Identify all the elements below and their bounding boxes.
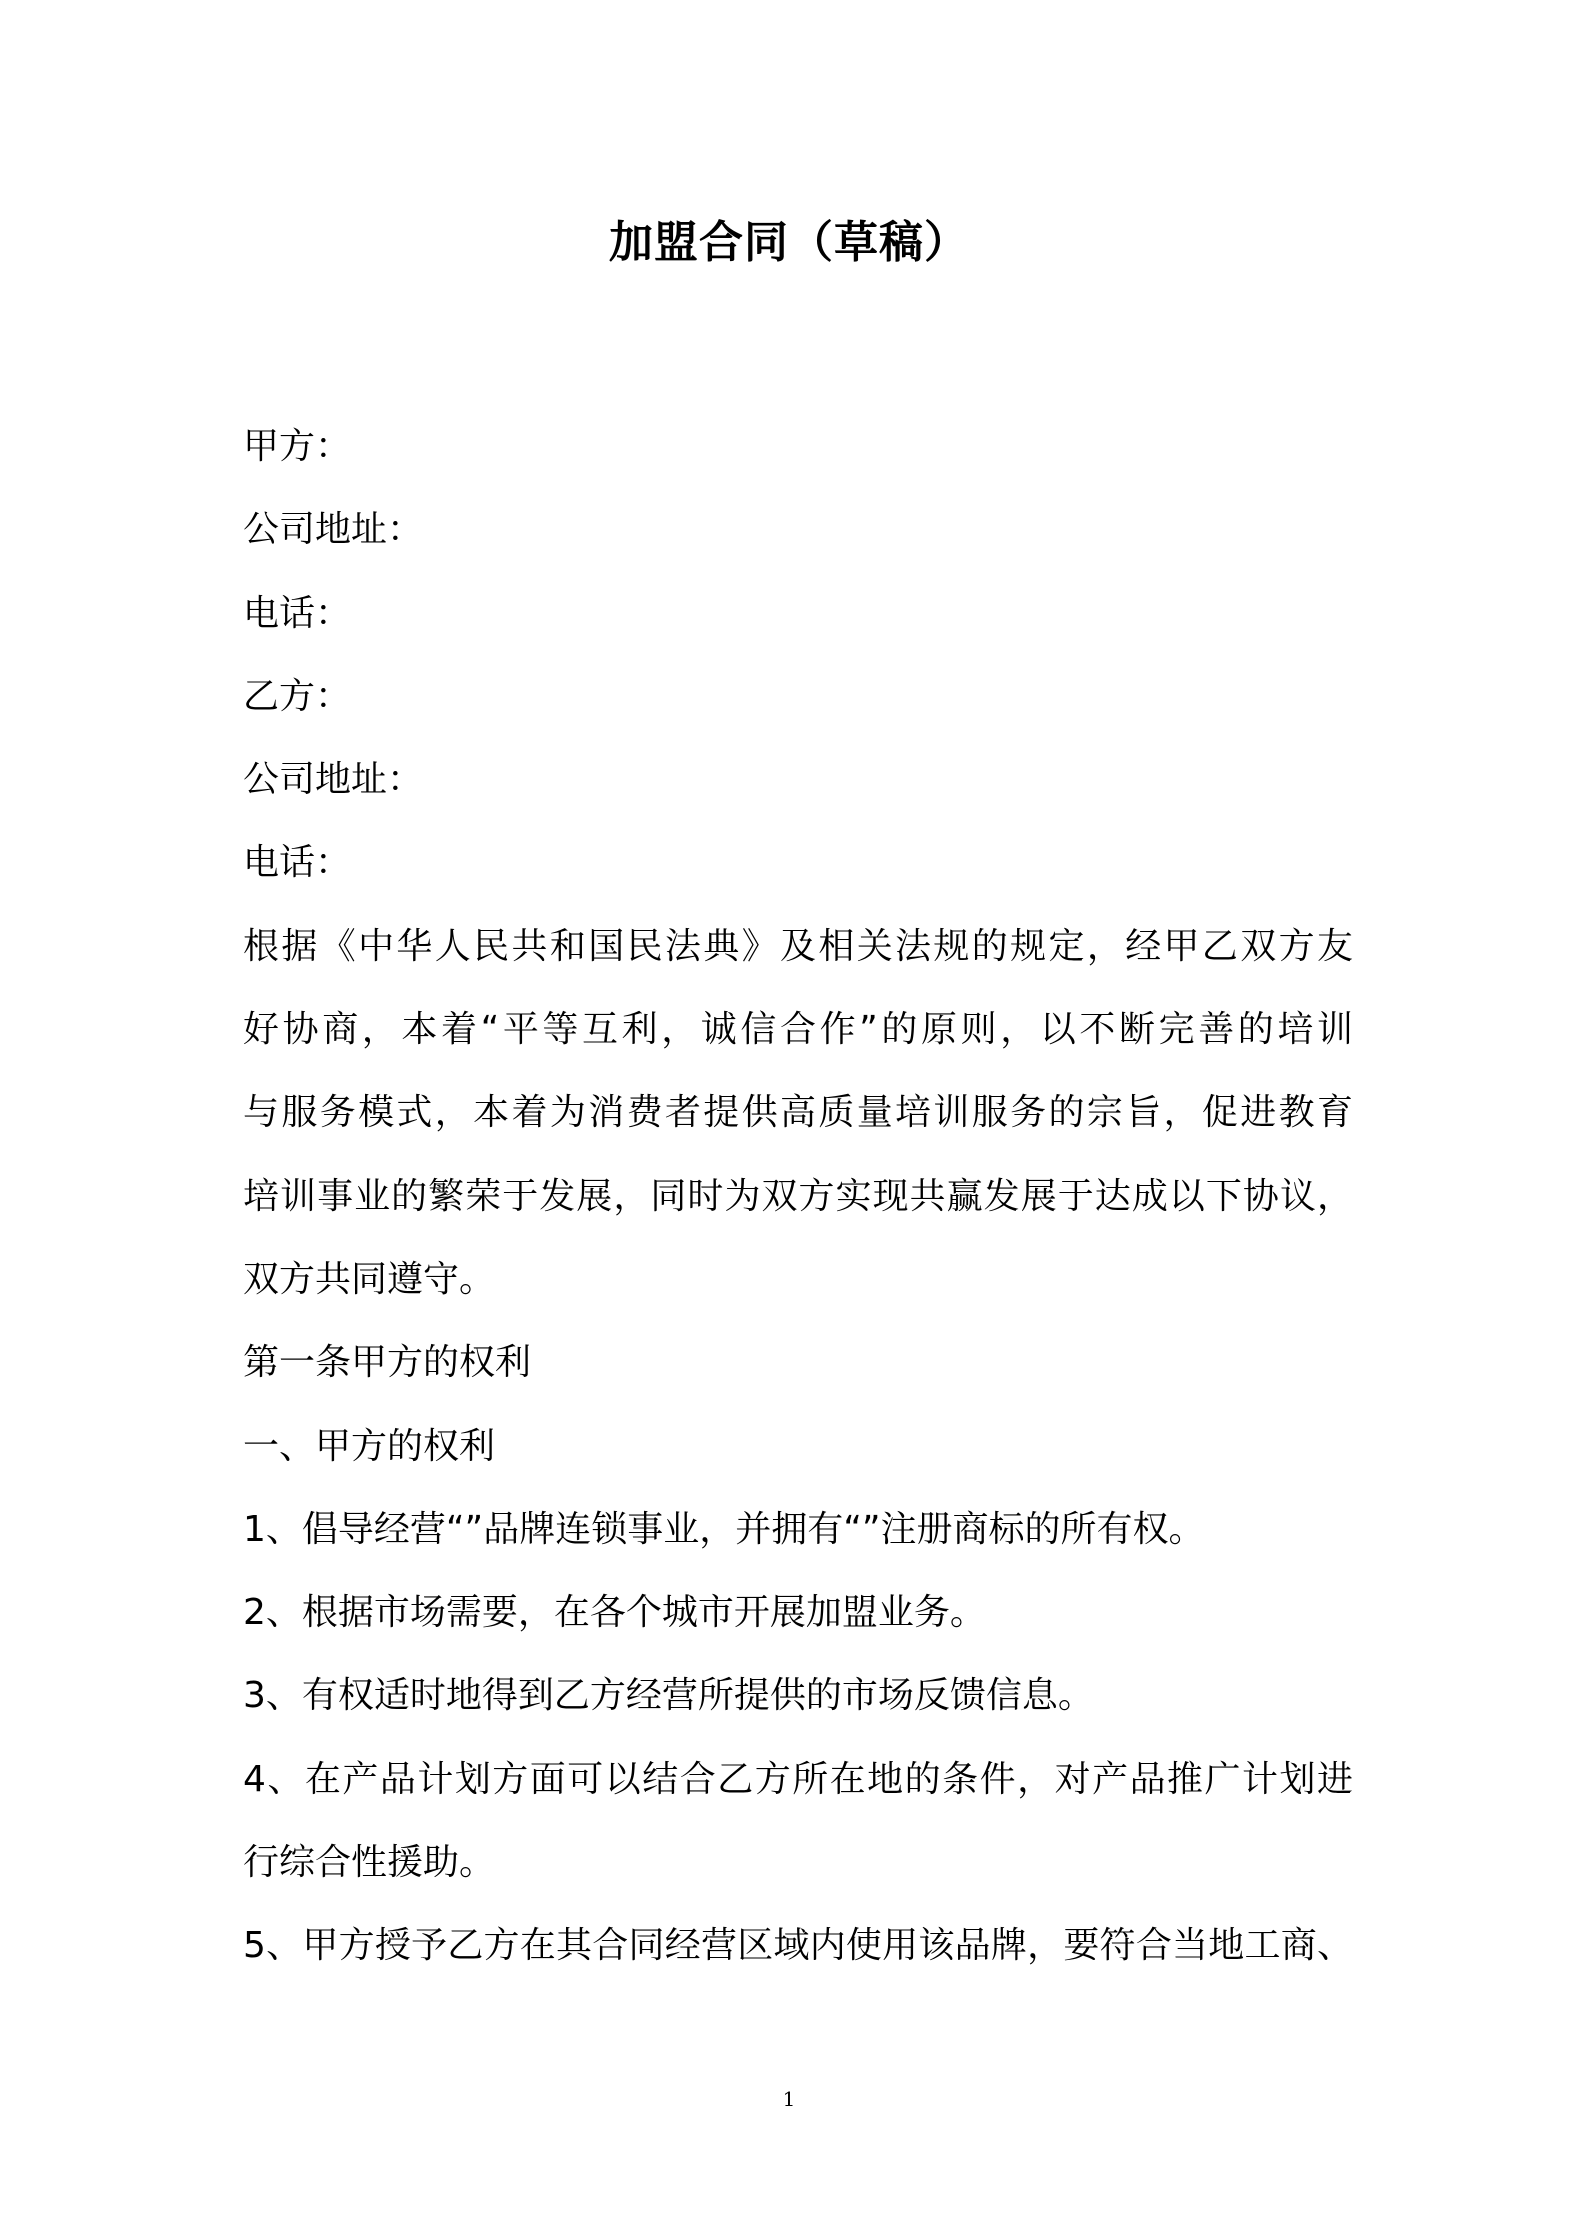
clause-3: 3、有权适时地得到乙方经营所提供的市场反馈信息。 (243, 1675, 1094, 1717)
clause-4-line: 4、在产品计划方面可以结合乙方所在地的条件，对产品推广计划进 (243, 1758, 1353, 1800)
page-number: 1 (782, 2087, 796, 2111)
party-b-label: 乙方： (243, 675, 352, 717)
preamble-paragraph (243, 905, 1353, 1321)
clause-4-line: 行综合性援助。 (243, 1842, 496, 1884)
preamble-line: 好协商，本着“平等互利，诚信合作”的原则，以不断完善的培训 (243, 1009, 1353, 1051)
preamble-line: 与服务模式，本着为消费者提供高质量培训服务的宗旨，促进教育 (243, 1092, 1353, 1134)
preamble-line: 培训事业的繁荣于发展，同时为双方实现共赢发展于达成以下协议， (243, 1175, 1353, 1217)
section-heading: 一、甲方的权利 (243, 1425, 496, 1467)
party-a-phone-label: 电话： (243, 592, 352, 634)
document-body (243, 405, 1353, 1988)
clause-4 (243, 1738, 1353, 1905)
clause-5 (243, 1904, 1353, 1987)
party-b-address-label: 公司地址： (243, 759, 424, 801)
clause-2: 2、根据市场需要，在各个城市开展加盟业务。 (243, 1592, 986, 1634)
party-a-label: 甲方： (243, 426, 352, 467)
document-title: 加盟合同（草稿） (609, 217, 969, 268)
party-a-address-label: 公司地址： (243, 509, 424, 551)
article-1-heading: 第一条甲方的权利 (243, 1342, 532, 1384)
preamble-line: 双方共同遵守。 (243, 1258, 496, 1300)
clause-5-line: 5、甲方授予乙方在其合同经营区域内使用该品牌，要符合当地工商、 (243, 1925, 1353, 1967)
party-b-phone-label: 电话： (243, 842, 352, 884)
preamble-line: 根据《中华人民共和国民法典》及相关法规的规定，经甲乙双方友 (243, 925, 1353, 967)
clause-1: 1、倡导经营“”品牌连锁事业，并拥有“”注册商标的所有权。 (243, 1508, 1205, 1550)
